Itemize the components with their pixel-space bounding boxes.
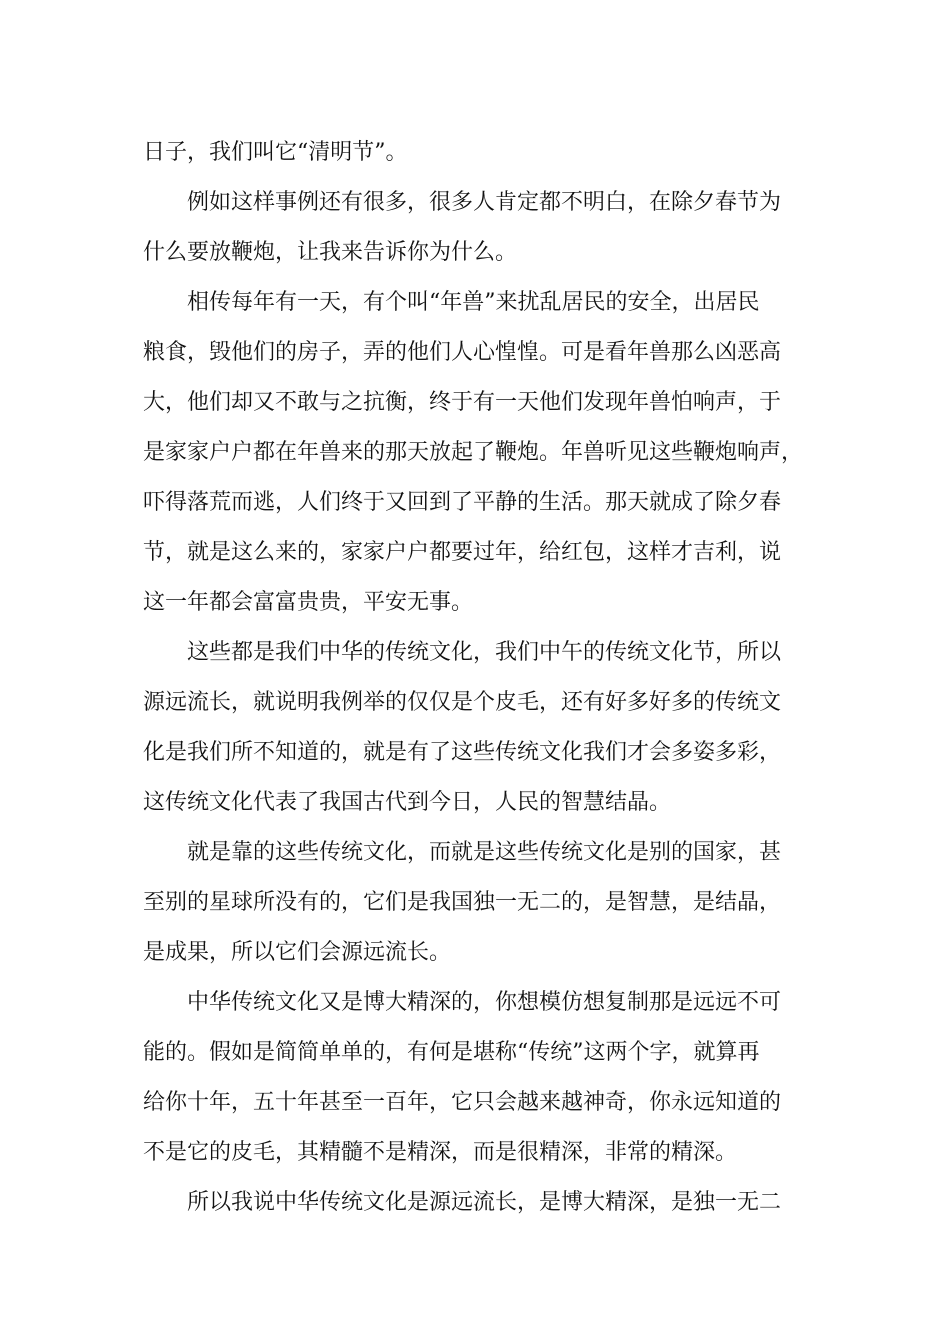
text-line: 相传每年有一天，有个叫“年兽”来扰乱居民的安全，出居民 [187, 290, 760, 315]
text-line: 源远流长，就说明我例举的仅仅是个皮毛，还有好多好多的传统文 [143, 690, 782, 715]
text-line: 这传统文化代表了我国古代到今日，人民的智慧结晶。 [143, 790, 672, 815]
text-line: 这一年都会富富贵贵，平安无事。 [143, 590, 474, 615]
text-line: 是家家户户都在年兽来的那天放起了鞭炮。年兽听见这些鞭炮响声， [143, 440, 804, 465]
text-line: 所以我说中华传统文化是源远流长，是博大精深，是独一无二 [187, 1190, 782, 1215]
text-line: 化是我们所不知道的，就是有了这些传统文化我们才会多姿多彩， [143, 740, 782, 765]
text-line: 例如这样事例还有很多，很多人肯定都不明白，在除夕春节为 [187, 190, 782, 215]
text-line: 节，就是这么来的，家家户户都要过年，给红包，这样才吉利，说 [143, 540, 782, 565]
text-line: 这些都是我们中华的传统文化，我们中午的传统文化节，所以 [187, 640, 782, 665]
text-line: 吓得落荒而逃，人们终于又回到了平静的生活。那天就成了除夕春 [143, 490, 782, 515]
text-line: 给你十年，五十年甚至一百年，它只会越来越神奇，你永远知道的 [143, 1090, 782, 1115]
text-line: 至别的星球所没有的，它们是我国独一无二的，是智慧，是结晶， [143, 890, 782, 915]
text-line: 粮食，毁他们的房子，弄的他们人心惶惶。可是看年兽那么凶恶高 [143, 340, 782, 365]
text-line: 中华传统文化又是博大精深的，你想模仿想复制那是远远不可 [187, 990, 782, 1015]
text-line: 什么要放鞭炮，让我来告诉你为什么。 [143, 240, 518, 265]
text-line: 不是它的皮毛，其精髓不是精深，而是很精深，非常的精深。 [143, 1140, 738, 1165]
text-line: 能的。假如是简简单单的，有何是堪称“传统”这两个字，就算再 [143, 1040, 760, 1065]
text-line: 是成果，所以它们会源远流长。 [143, 940, 452, 965]
text-line: 就是靠的这些传统文化，而就是这些传统文化是别的国家，甚 [187, 840, 782, 865]
text-line: 大，他们却又不敢与之抗衡，终于有一天他们发现年兽怕响声，于 [143, 390, 782, 415]
text-line: 日子，我们叫它“清明节”。 [143, 140, 408, 165]
document-body [143, 128, 823, 1228]
